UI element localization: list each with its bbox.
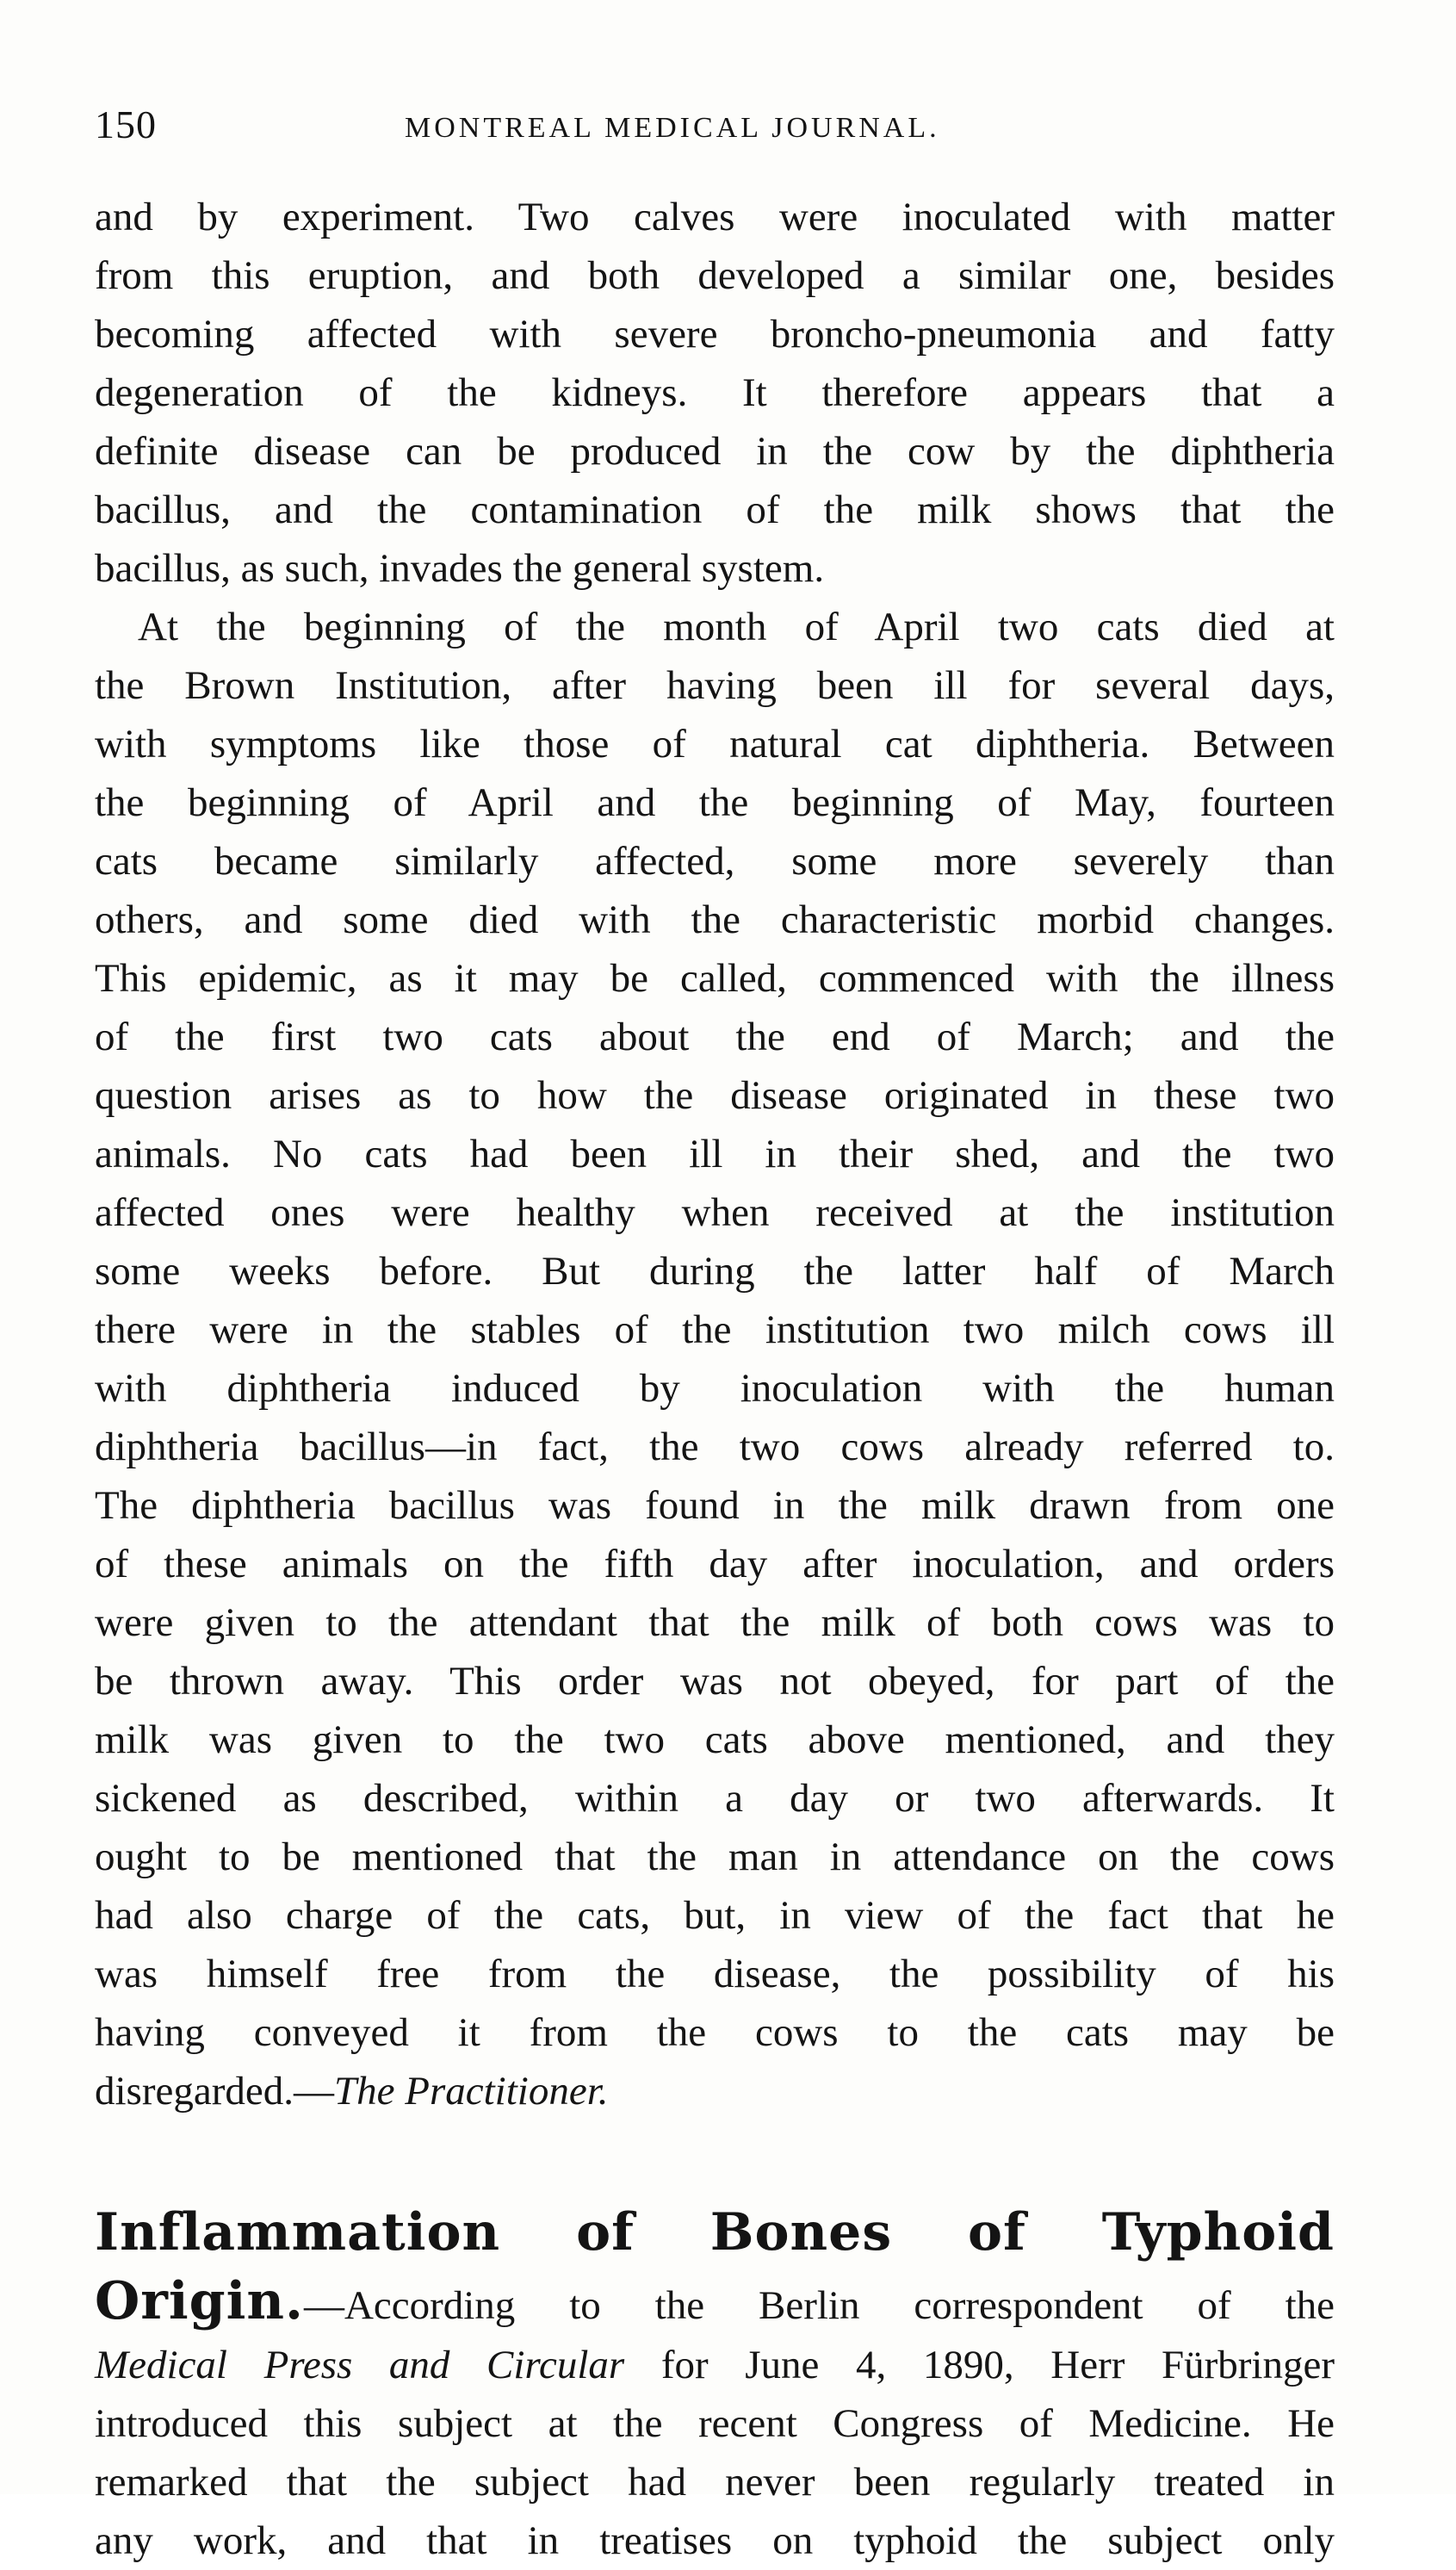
- text-line: bacillus, as such, invades the general system.: [95, 546, 825, 591]
- text-line: milk was given to the two cats above mentioned, and they: [95, 1717, 1335, 1762]
- text-line: with symptoms like those of natural cat diphtheria. Between: [95, 722, 1335, 767]
- text-line: diphtheria bacillus—in fact, the two cows already referred to.: [95, 1425, 1335, 1469]
- text-line: having conveyed it from the cows to the cats may be: [95, 2010, 1335, 2055]
- article-body: [95, 188, 1335, 2570]
- text-line: others, and some died with the characteristic morbid changes.: [95, 897, 1335, 942]
- text-line: any work, and that in treatises on typhoid the subject only: [95, 2518, 1335, 2563]
- source-citation: The Practitioner.: [333, 2069, 609, 2114]
- text-line: bacillus, and the contamination of the milk shows that the: [95, 487, 1335, 532]
- text-line: introduced this subject at the recent Congress of Medicine. He: [95, 2401, 1335, 2446]
- text-line: with diphtheria induced by inoculation with the human: [95, 1366, 1335, 1411]
- text-line: cats became similarly affected, some more severely than: [95, 839, 1335, 884]
- text-line: animals. No cats had been ill in their shed, and the two: [95, 1132, 1335, 1176]
- text-line: The diphtheria bacillus was found in the milk drawn from one: [95, 1483, 1335, 1528]
- text-line: definite disease can be produced in the cow by the diphtheria: [95, 429, 1335, 474]
- text-line: [95, 2336, 1335, 2394]
- section-gap: [95, 2120, 1335, 2198]
- text-line: the beginning of April and the beginning of May, fourteen: [95, 780, 1335, 825]
- publication-title: Medical Press and Circular: [95, 2343, 625, 2387]
- page-number: 150: [95, 102, 157, 146]
- text-line: from this eruption, and both developed a similar one, besides: [95, 253, 1335, 298]
- text-line: [95, 2267, 1335, 2336]
- text-line: degeneration of the kidneys. It therefore appears that a: [95, 370, 1335, 415]
- text-line: and by experiment. Two calves were inoculated with matter: [95, 195, 1335, 239]
- text-line: the Brown Institution, after having been ill for several days,: [95, 663, 1335, 708]
- text-line-rest: —According to the Berlin correspondent of the: [303, 2283, 1335, 2328]
- text-line: affected ones were healthy when received at the institution: [95, 1190, 1335, 1235]
- text-line: sickened as described, within a day or two afterwards. It: [95, 1776, 1335, 1821]
- text-line-rest: for June 4, 1890, Herr Fürbringer: [624, 2343, 1335, 2387]
- text-line: This epidemic, as it may be called, commenced with the illness: [95, 956, 1335, 1001]
- text-line: had also charge of the cats, but, in view of the fact that he: [95, 1893, 1335, 1938]
- text-line: be thrown away. This order was not obeyed, for part of the: [95, 1659, 1335, 1704]
- text-line: of the first two cats about the end of March; and the: [95, 1015, 1335, 1059]
- text-line: [95, 2062, 1335, 2120]
- text-line: becoming affected with severe broncho-pneumonia and fatty: [95, 312, 1335, 357]
- text-line: was himself free from the disease, the possibility of his: [95, 1952, 1335, 1996]
- section-heading: Inflammation of Bones of Typhoid: [95, 2202, 1335, 2263]
- text-line: remarked that the subject had never been regularly treated in: [95, 2460, 1335, 2505]
- paragraph-diphtheria-cow: [95, 188, 1335, 598]
- section-heading-end: Origin.: [95, 2271, 304, 2331]
- text-line: of these animals on the fifth day after inoculation, and orders: [95, 1542, 1335, 1586]
- text-line: there were in the stables of the institution two milch cows ill: [95, 1307, 1335, 1352]
- text-line: At the beginning of the month of April two cats died at: [138, 605, 1335, 649]
- text-line: were given to the attendant that the milk of both cows was to: [95, 1600, 1335, 1645]
- journal-name: MONTREAL MEDICAL JOURNAL.: [405, 112, 940, 144]
- text-line: question arises as to how the disease originated in these two: [95, 1073, 1335, 1118]
- text-line: some weeks before. But during the latter half of March: [95, 1249, 1335, 1294]
- running-head: [95, 102, 1335, 162]
- text-line-start: disregarded.—: [95, 2069, 334, 2114]
- section-typhoid-bones: [95, 2198, 1335, 2570]
- paragraph-cat-epidemic: [95, 598, 1335, 2120]
- text-line: ought to be mentioned that the man in attendance on the cows: [95, 1834, 1335, 1879]
